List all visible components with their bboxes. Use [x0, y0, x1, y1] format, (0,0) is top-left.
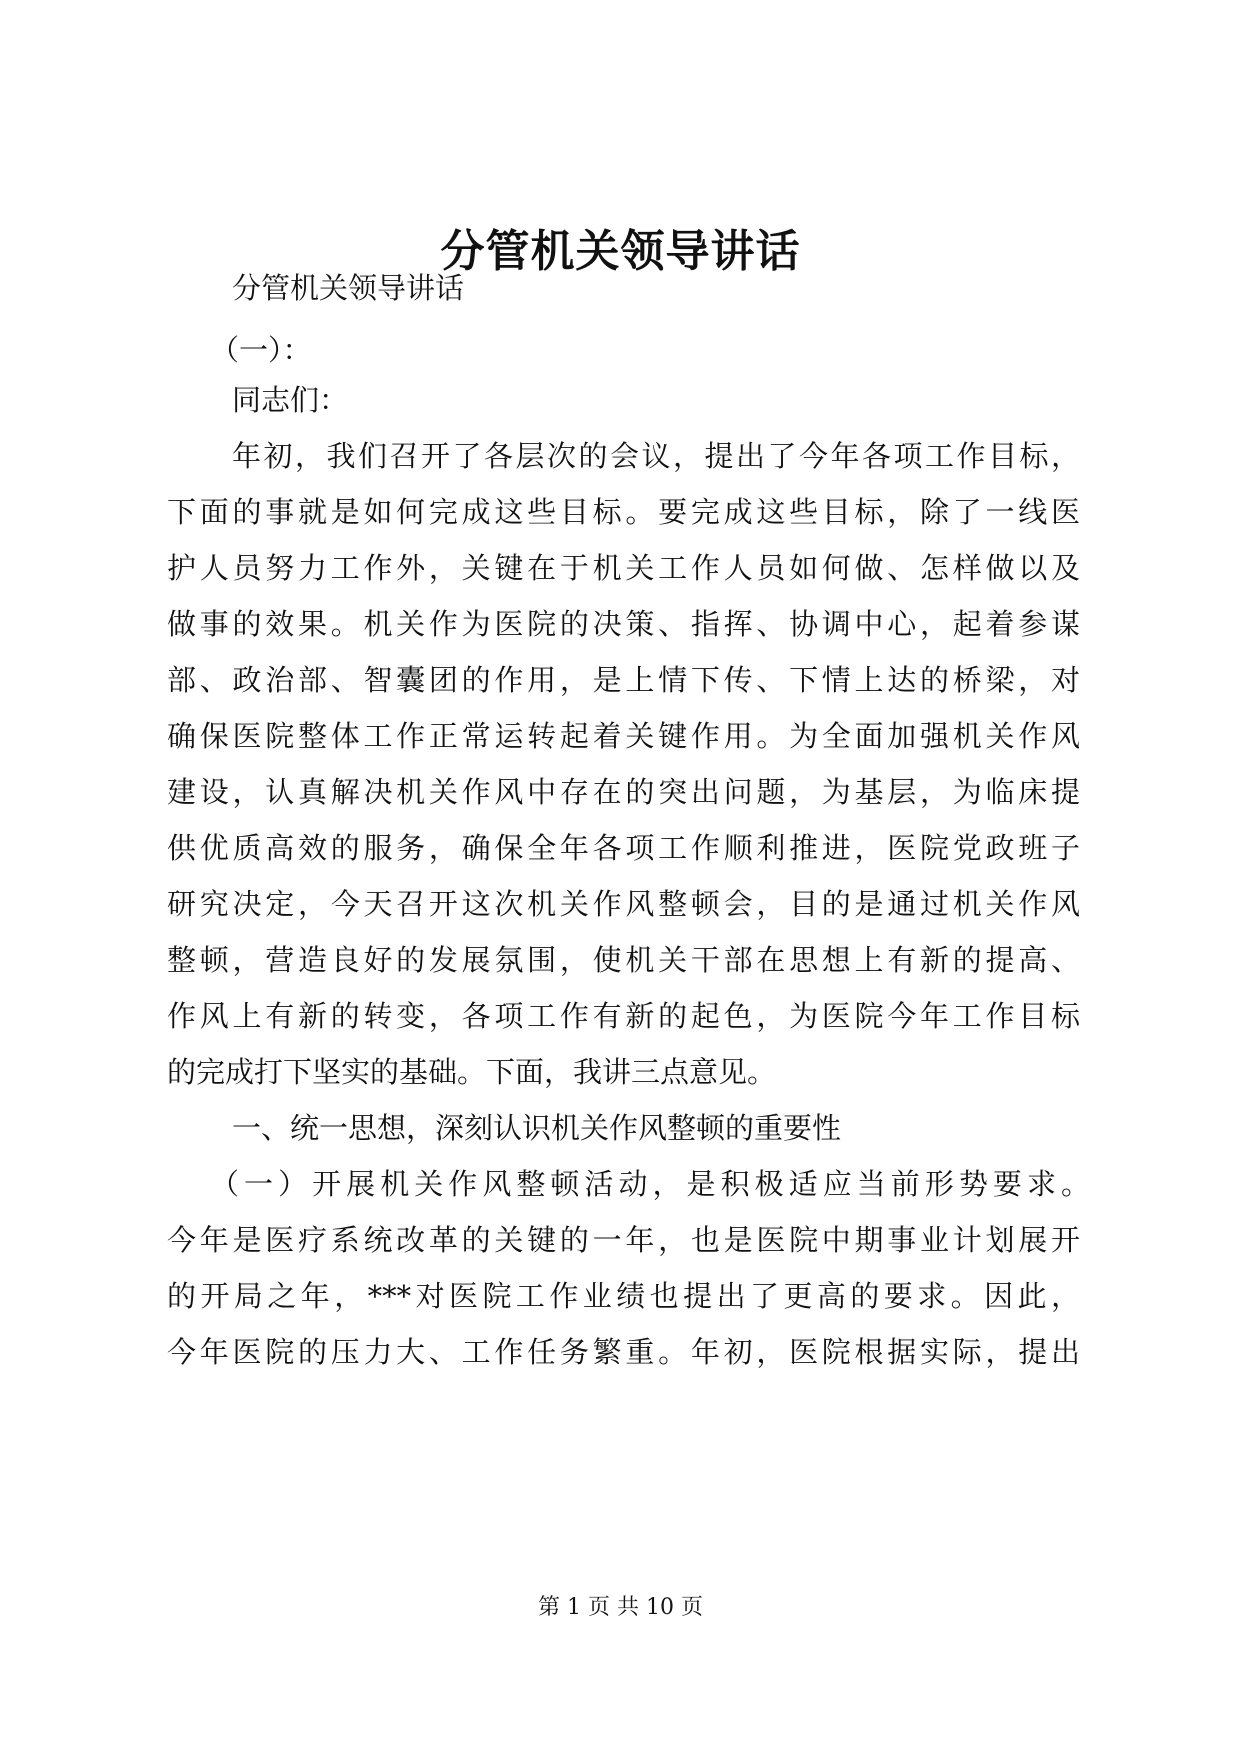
paragraph-line: 的开局之年，***对医院工作业绩也提出了更高的要求。因此， [167, 1279, 1080, 1313]
section-heading: 一、统一思想，深刻认识机关作风整顿的重要性 [232, 1111, 842, 1145]
paragraph-line: 今年是医疗系统改革的关键的一年，也是医院中期事业计划展开 [167, 1223, 1080, 1257]
paragraph-line: 供优质高效的服务，确保全年各项工作顺利推进，医院党政班子 [167, 831, 1080, 865]
salutation-line: 同志们： [232, 383, 349, 417]
paragraph-line: 护人员努力工作外，关键在于机关工作人员如何做、怎样做以及 [167, 551, 1080, 585]
paragraph-line: 部、政治部、智囊团的作用，是上情下传、下情上达的桥梁，对 [167, 663, 1080, 697]
paragraph-line: 整顿，营造良好的发展氛围，使机关干部在思想上有新的提高、 [167, 943, 1080, 977]
subtitle-line: 分管机关领导讲话 [232, 271, 465, 305]
paragraph-line: 作风上有新的转变，各项工作有新的起色，为医院今年工作目标 [167, 999, 1080, 1033]
paragraph-line: 确保医院整体工作正常运转起着关键作用。为全面加强机关作风 [167, 719, 1080, 753]
subsection-heading: （一）开展机关作风整顿活动，是积极适应当前形势要求。 [210, 1167, 1090, 1201]
paragraph-line: 做事的效果。机关作为医院的决策、指挥、协调中心，起着参谋 [167, 607, 1080, 641]
document-title: 分管机关领导讲话 [440, 226, 801, 277]
section-marker-line: （一）： [210, 333, 312, 367]
paragraph-line: 的完成打下坚实的基础。下面，我讲三点意见。 [167, 1055, 777, 1089]
paragraph-line: 建设，认真解决机关作风中存在的突出问题，为基层，为临床提 [167, 775, 1080, 809]
paragraph-line: 今年医院的压力大、工作任务繁重。年初，医院根据实际，提出 [167, 1335, 1080, 1369]
page-footer: 第 1 页 共 10 页 [538, 1595, 703, 1620]
paragraph-line: 研究决定，今天召开这次机关作风整顿会，目的是通过机关作风 [167, 887, 1080, 921]
paragraph-line: 年初，我们召开了各层次的会议，提出了今年各项工作目标， [232, 439, 1080, 473]
paragraph-line: 下面的事就是如何完成这些目标。要完成这些目标，除了一线医 [167, 495, 1080, 529]
